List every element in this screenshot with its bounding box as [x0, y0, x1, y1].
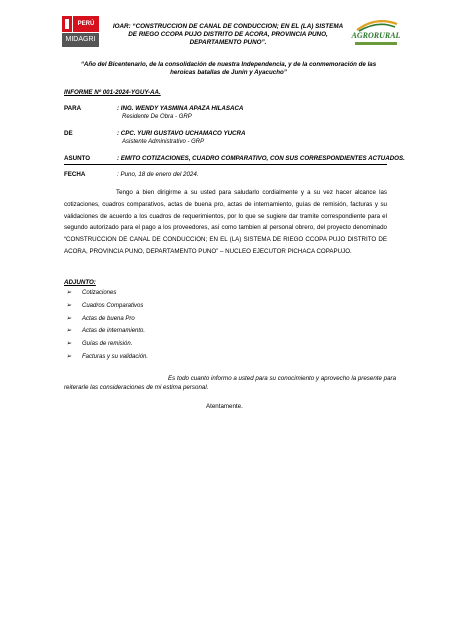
body-paragraph	[64, 187, 387, 258]
arrow-bullet-icon: ➢	[66, 340, 72, 348]
list-item: ➢ Guías de remisión.	[66, 340, 133, 348]
agrorural-logo	[351, 18, 401, 46]
agrorural-label: AGRORURAL	[351, 31, 401, 40]
list-item: ➢ Actas de internamiento.	[66, 327, 146, 335]
signoff: Atentamente.	[206, 403, 243, 410]
closing-text: Es todo cuanto informo a usted para su conocimiento y aprovecho la presente para reiterarle las consideraciones de mi estima personal.	[64, 375, 397, 391]
adjunto-list	[66, 288, 148, 365]
para-value: : ING. WENDY YASMINA APAZA HILASACA	[117, 105, 244, 112]
body-text: Tengo a bien dirigirme a su usted para saludarlo cordialmente y a su vez hacer alcance las cotizaciones, cuadros comparativos, actas de buena pro, actas de internamiento, guías de remisión, facturas y su validaciones de acuerdo a los cuadros de requerimientos, por lo que se sugiere dar tramite correspondiente para el segundo autorizado para el pago a los proveedores, así como tambien al personal obrero, del proyecto denominado “CONSTRUCCION DE CANAL DE CONDUCCION; EN EL (LA) SISTEMA DE RIEGO CCOPA PUJO DISTRITO DE ACORA, PROVINCIA PUNO, DEPARTAMENTO PUNO” – NUCLEO EJECUTOR PICHACA COPAPUJO.	[64, 189, 387, 255]
arrow-bullet-icon: ➢	[66, 314, 72, 322]
list-item: ➢ Cotizaciones	[66, 289, 117, 296]
peru-label: PERÚ	[73, 16, 99, 32]
de-label: DE	[64, 130, 73, 137]
midagri-label: MIDAGRI	[62, 33, 99, 47]
de-role: Asistente Administrativo - GRP	[122, 139, 205, 145]
agrorural-underline	[355, 42, 397, 45]
fecha-label: FECHA	[64, 171, 86, 178]
arrow-bullet-icon: ➢	[66, 289, 72, 296]
arrow-bullet-icon: ➢	[66, 352, 72, 360]
list-item: ➢ Facturas y su validación.	[66, 352, 149, 360]
informe-number: INFORME Nº 001-2024-YGUY-AA.	[64, 89, 161, 96]
asunto-label: ASUNTO	[64, 155, 91, 162]
fecha-value: : Puno, 18 de enero del 2024.	[117, 171, 199, 178]
midagri-logo	[62, 16, 99, 47]
para-label: PARA	[64, 105, 82, 112]
para-role: Residente De Obra - GRP	[122, 114, 192, 120]
de-value: : CPC. YURI GUSTAVO UCHAMACO YUCRA	[117, 130, 246, 137]
list-item: ➢ Cuadros Comparativos	[66, 301, 144, 309]
agrorural-swoosh-icon	[351, 18, 401, 32]
arrow-bullet-icon: ➢	[66, 301, 72, 309]
asunto-value: : EMITO COTIZACIONES, CUADRO COMPARATIVO, CON SUS CORRESPONDIENTES ACTUADOS.	[117, 155, 405, 162]
adjunto-title: ADJUNTO:	[64, 279, 96, 286]
header-title: IOAR: “CONSTRUCCION DE CANAL DE CONDUCCION; EN EL (LA) SISTEMA DE RIEGO CCOPA PUJO DISTRITO DE ACORA, PROVINCIA PUNO, DEPARTAMENTO PUNO”.	[112, 23, 344, 46]
list-item: ➢ Actas de buena Pro	[66, 314, 135, 322]
year-motto: “Año del Bicentenario, de la consolidación de nuestra Independencia, y de la conmemoración de las heroicas batallas de Junín y Ayacucho”	[80, 61, 377, 76]
peru-flag-stripe	[65, 19, 69, 29]
closing-paragraph	[64, 374, 399, 392]
asunto-divider	[64, 164, 387, 165]
arrow-bullet-icon: ➢	[66, 327, 72, 335]
